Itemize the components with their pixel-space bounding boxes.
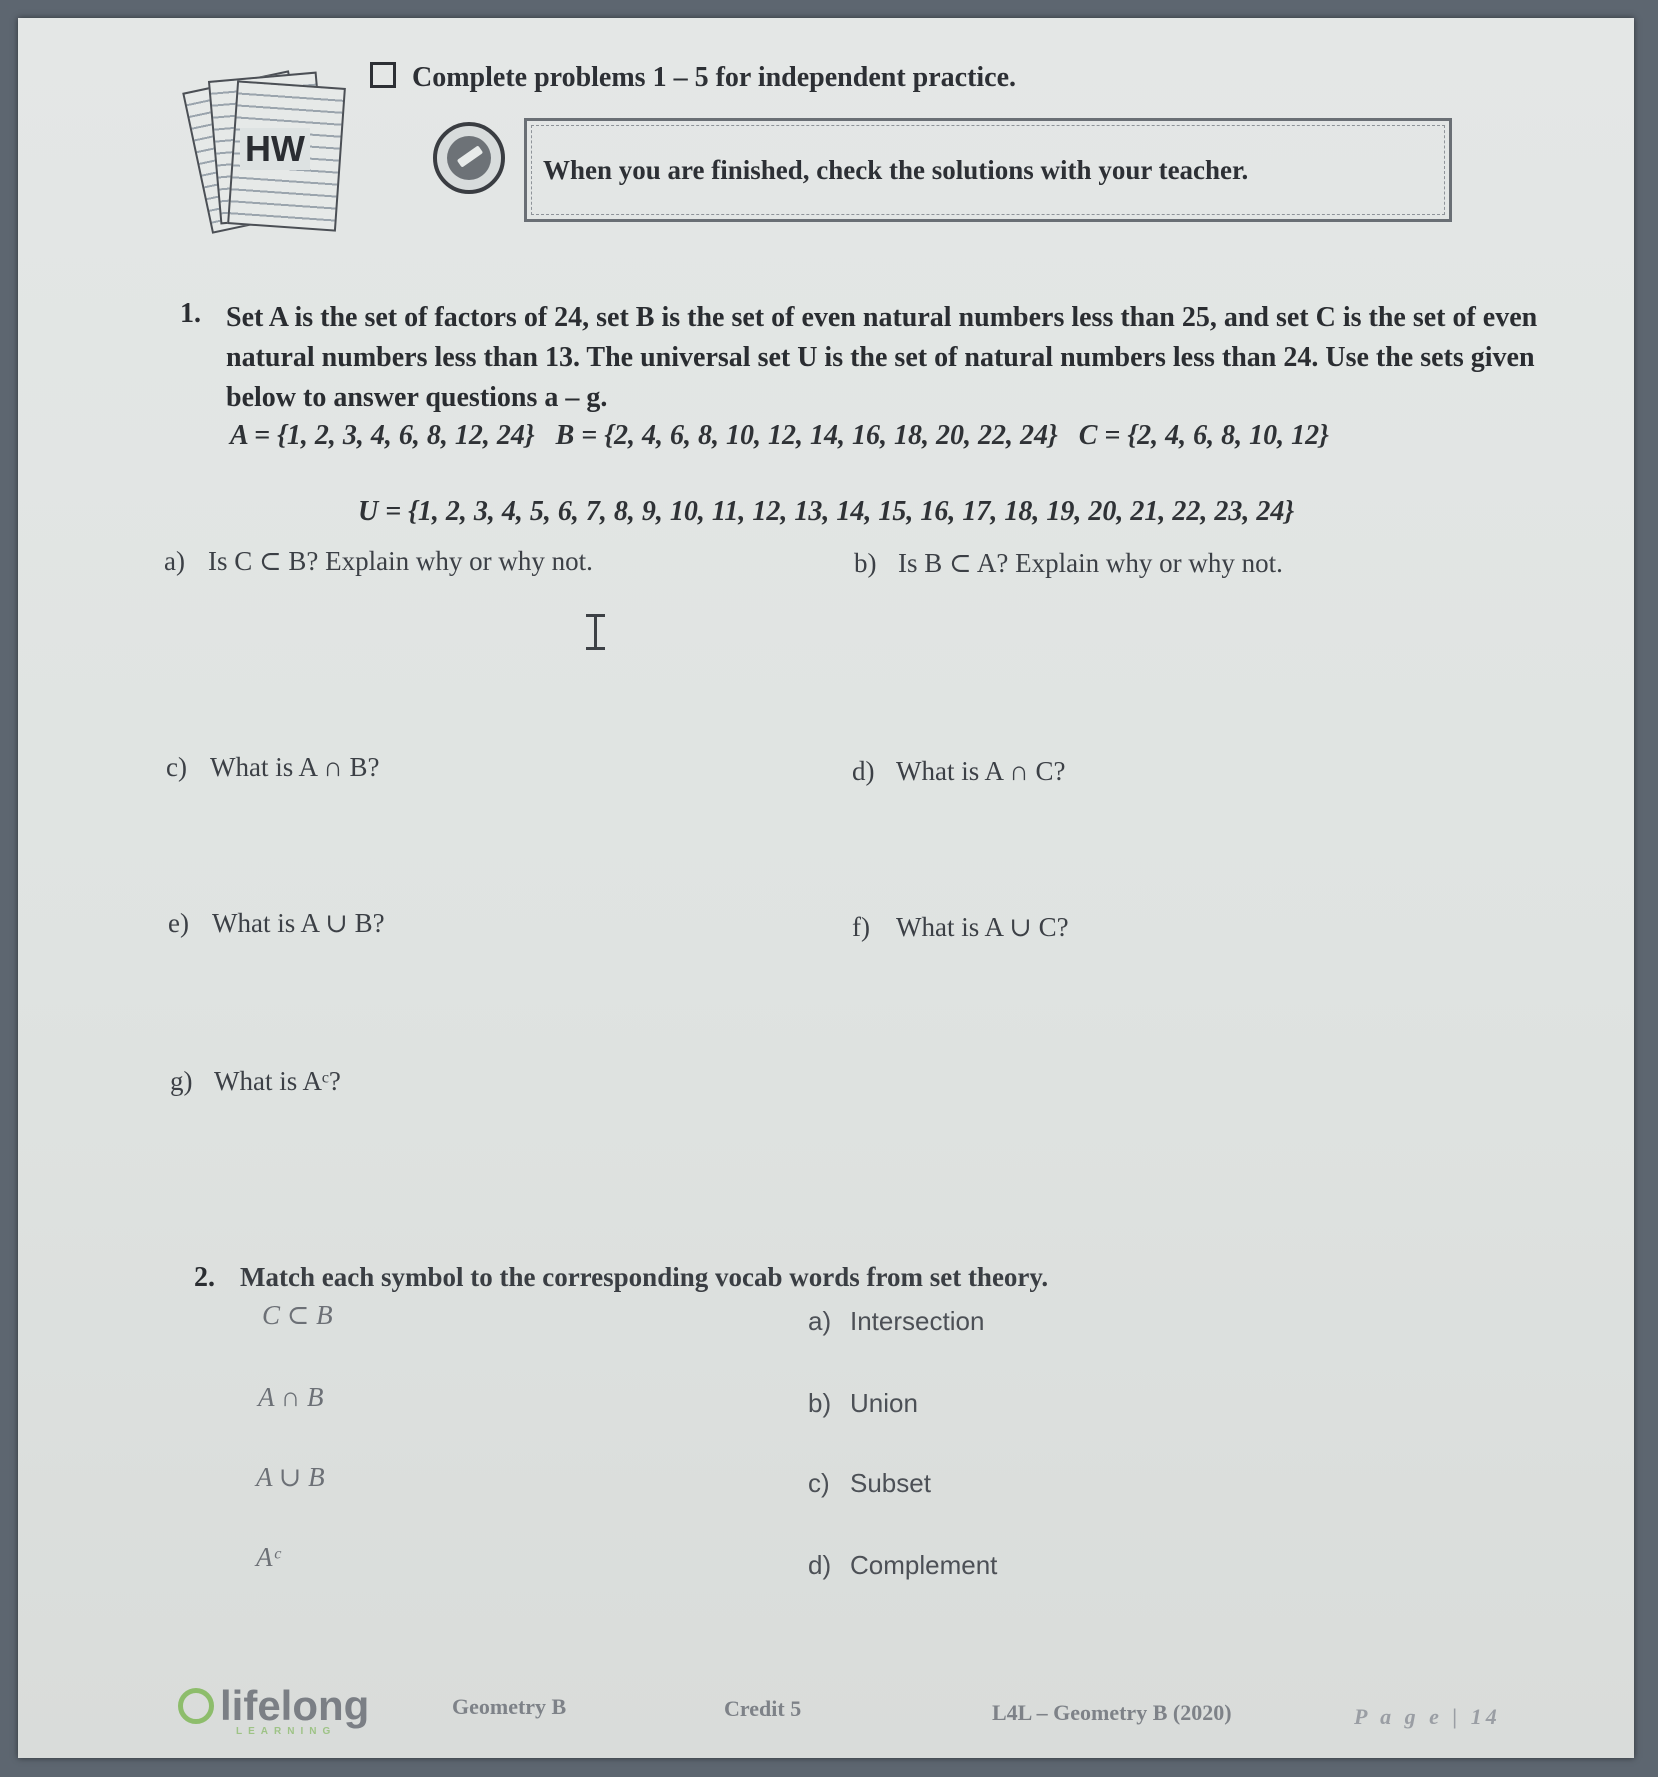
question-f-label: f) xyxy=(852,912,870,942)
question-d-text: What is A ∩ C? xyxy=(896,756,1066,786)
vocab-c-label: c) xyxy=(808,1468,830,1498)
logo-subtitle: LEARNING xyxy=(236,1726,337,1737)
vocab-c-text: Subset xyxy=(850,1468,931,1498)
question-e-text: What is A ∪ B? xyxy=(212,908,385,938)
vocab-a-text: Intersection xyxy=(850,1306,985,1336)
question-c-text: What is A ∩ B? xyxy=(210,752,380,782)
notice-text: When you are finished, check the solutions with your teacher. xyxy=(543,154,1249,185)
logo-leaf-icon xyxy=(178,1688,214,1724)
question-e-label: e) xyxy=(168,908,189,938)
lifelong-logo xyxy=(178,1682,369,1730)
question-c xyxy=(166,752,380,783)
vocab-d-label: d) xyxy=(808,1550,832,1580)
question-a-text: Is C ⊂ B? Explain why or why not. xyxy=(208,546,593,576)
task-text: Complete problems 1 – 5 for independent practice. xyxy=(412,62,1017,93)
vocab-a xyxy=(808,1306,984,1337)
text-cursor-icon xyxy=(584,612,606,652)
footer-code: L4L – Geometry B (2020) xyxy=(992,1700,1232,1725)
notice-box xyxy=(524,118,1452,222)
task-checkbox[interactable] xyxy=(370,62,396,88)
question-g-label: g) xyxy=(170,1066,193,1096)
vocab-a-label: a) xyxy=(808,1306,832,1336)
question-f xyxy=(852,912,1069,943)
set-a: A = {1, 2, 3, 4, 6, 8, 12, 24} xyxy=(230,420,535,451)
question-d-label: d) xyxy=(852,756,875,786)
symbol-subset: C ⊂ B xyxy=(262,1300,333,1330)
question-f-text: What is A ∪ C? xyxy=(896,912,1069,942)
symbol-union: A ∪ B xyxy=(256,1462,325,1492)
set-b: B = {2, 4, 6, 8, 10, 12, 14, 16, 18, 20, 22, 24} xyxy=(555,420,1058,451)
task-row xyxy=(370,62,1016,94)
question-a xyxy=(164,546,593,577)
question-b-text: Is B ⊂ A? Explain why or why not. xyxy=(898,548,1283,578)
homework-papers-icon xyxy=(186,70,346,240)
question-g xyxy=(170,1066,341,1097)
question-d xyxy=(852,756,1066,787)
vocab-c xyxy=(808,1468,931,1499)
problem-1-number: 1. xyxy=(180,298,201,329)
vocab-b-label: b) xyxy=(808,1388,832,1418)
pencil-icon xyxy=(433,122,505,194)
vocab-b-text: Union xyxy=(850,1388,918,1418)
symbol-intersection: A ∩ B xyxy=(258,1382,324,1412)
set-u: U = {1, 2, 3, 4, 5, 6, 7, 8, 9, 10, 11, 12, 13, 14, 15, 16, 17, 18, 19, 20, 21, 22, 23, 24} xyxy=(358,496,1295,527)
logo-text: lifelong xyxy=(220,1682,370,1729)
vocab-d-text: Complement xyxy=(850,1550,998,1580)
sets-definition xyxy=(230,420,1343,452)
question-b-label: b) xyxy=(854,548,877,578)
vocab-b xyxy=(808,1388,918,1419)
problem-2-text: Match each symbol to the corresponding vocab words from set theory. xyxy=(240,1262,1049,1292)
question-e xyxy=(168,908,385,939)
symbol-complement: Aᶜ xyxy=(256,1542,280,1572)
footer-course: Geometry B xyxy=(452,1694,567,1719)
worksheet-page xyxy=(18,18,1634,1758)
problem-2-number: 2. xyxy=(194,1262,215,1293)
hw-label: HW xyxy=(240,128,310,170)
problem-1-text: Set A is the set of factors of 24, set B is the set of even natural numbers less than 25, and set C is the set of even natural numbers less than 13. The universal set U is the set of natural numbers less than 24. Use the sets given below to answer questions a – g. xyxy=(226,302,1538,413)
footer-page-number: P a g e | 14 xyxy=(1354,1704,1501,1729)
question-c-label: c) xyxy=(166,752,187,782)
question-b xyxy=(854,548,1283,579)
vocab-d xyxy=(808,1550,997,1581)
set-c: C = {2, 4, 6, 8, 10, 12} xyxy=(1078,420,1329,451)
question-a-label: a) xyxy=(164,546,185,576)
footer-credit: Credit 5 xyxy=(724,1696,802,1721)
question-g-text: What is Aᶜ? xyxy=(214,1066,341,1096)
